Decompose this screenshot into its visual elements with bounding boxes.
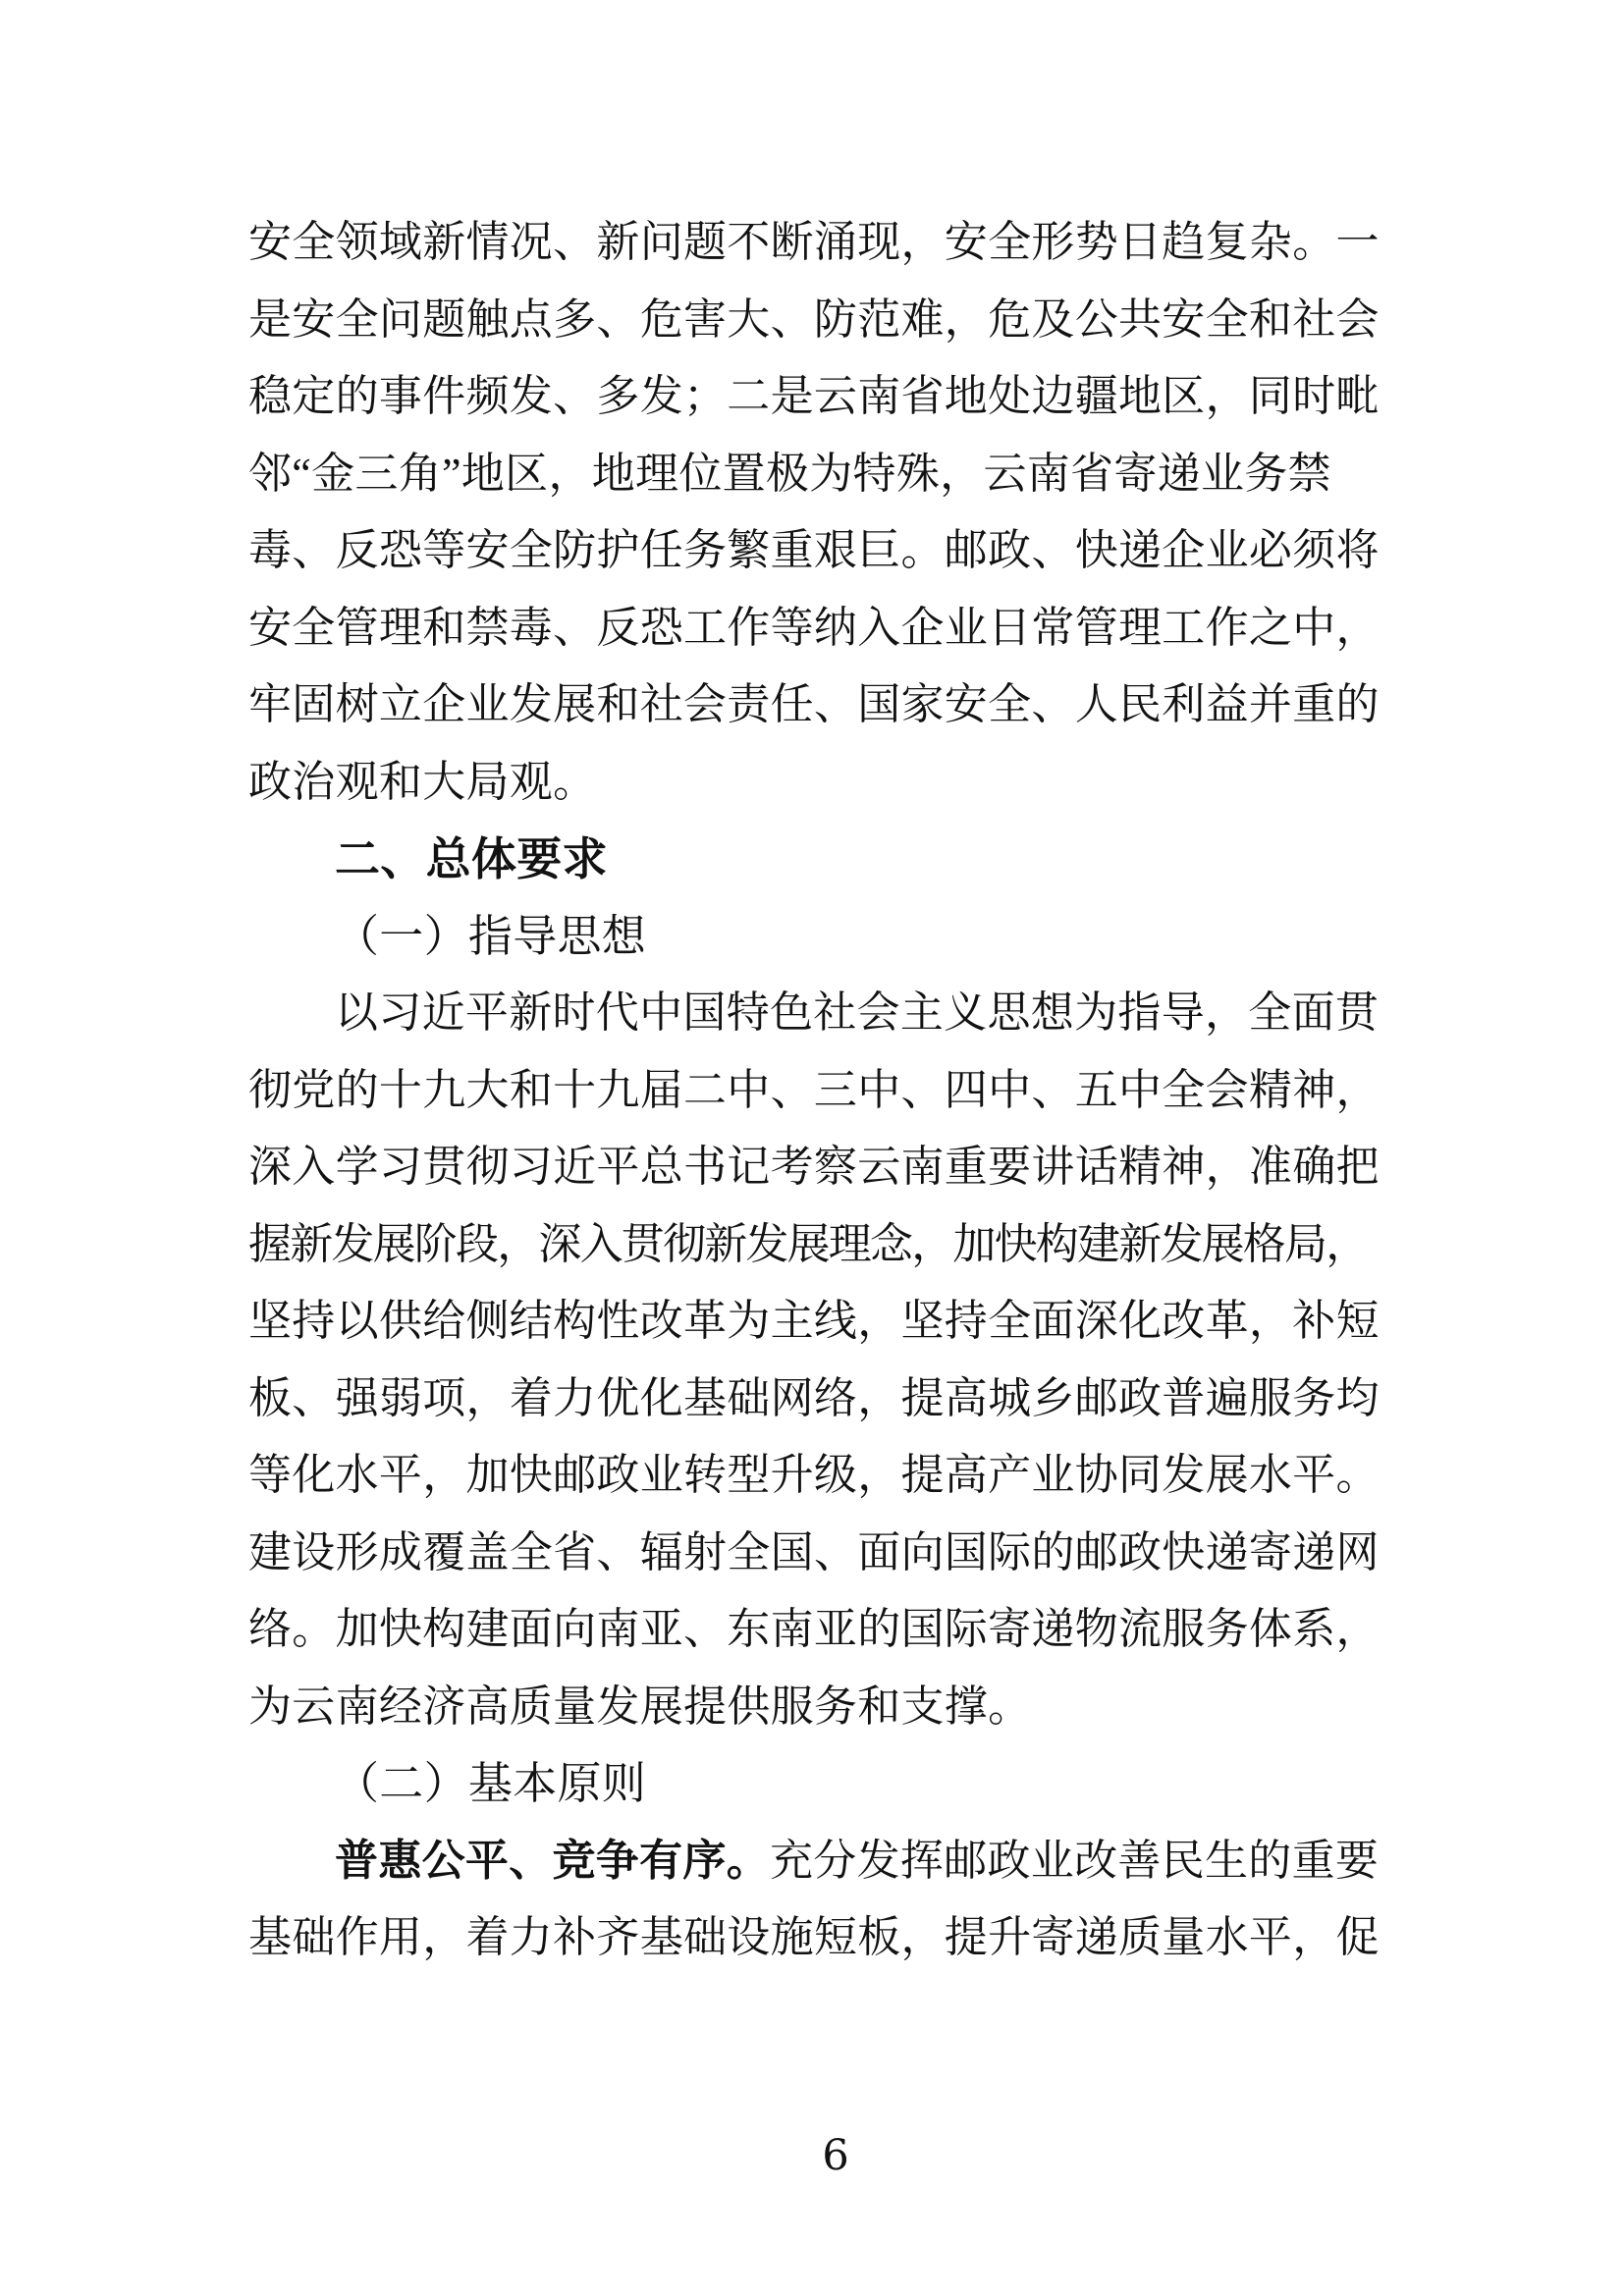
text-line: 等化水平，加快邮政业转型升级，提高产业协同发展水平。 [248, 1451, 1380, 1499]
text-line: 深入学习贯彻习近平总书记考察云南重要讲话精神，准确把 [248, 1143, 1380, 1191]
text-line: 政治观和大局观。 [248, 757, 597, 806]
page-number: 6 [822, 2131, 849, 2180]
text-line: 稳定的事件频发、多发；二是云南省地处边疆地区，同时毗 [248, 372, 1380, 420]
text-line [248, 1823, 1387, 1900]
text-line: 邻“金三角”地区，地理位置极为特殊，云南省寄递业务禁 [248, 449, 1331, 498]
text-line: 毒、反恐等安全防护任务繁重艰巨。邮政、快递企业必须将 [248, 526, 1380, 574]
text-line: 为云南经济高质量发展提供服务和支撑。 [248, 1682, 1032, 1731]
text-line: 建设形成覆盖全省、辐射全国、面向国际的邮政快递寄递网 [248, 1527, 1380, 1576]
subsection-heading: （一）指导思想 [335, 911, 647, 961]
text-line: 坚持以供给侧结构性改革为主线，坚持全面深化改革，补短 [248, 1297, 1380, 1345]
bold-lead: 普惠公平、竞争有序。 [335, 1836, 770, 1885]
text-run: 充分发挥邮政业改善民生的重要 [770, 1836, 1380, 1885]
text-line: 安全管理和禁毒、反恐工作等纳入企业日常管理工作之中， [248, 603, 1380, 652]
text-line: 握新发展阶段，深入贯彻新发展理念，加快构建新发展格局， [248, 1219, 1368, 1268]
text-line: 络。加快构建面向南亚、东南亚的国际寄递物流服务体系， [248, 1605, 1380, 1653]
text-line: 彻党的十九大和十九届二中、三中、四中、五中全会精神， [248, 1065, 1380, 1114]
subsection-heading: （二）基本原则 [335, 1759, 647, 1808]
text-line: 以习近平新时代中国特色社会主义思想为指导，全面贯 [335, 988, 1380, 1037]
text-line: 安全领域新情况、新问题不断涌现，安全形势日趋复杂。一 [248, 218, 1380, 266]
text-line: 基础作用，着力补齐基础设施短板，提升寄递质量水平，促 [248, 1913, 1380, 1961]
text-line: 是安全问题触点多、危害大、防范难，危及公共安全和社会 [248, 294, 1380, 344]
text-line: 板、强弱项，着力优化基础网络，提高城乡邮政普遍服务均 [248, 1373, 1380, 1422]
body-text [248, 204, 1387, 1977]
text-line: 牢固树立企业发展和社会责任、国家安全、人民利益并重的 [248, 680, 1380, 728]
section-heading: 二、总体要求 [335, 833, 608, 884]
